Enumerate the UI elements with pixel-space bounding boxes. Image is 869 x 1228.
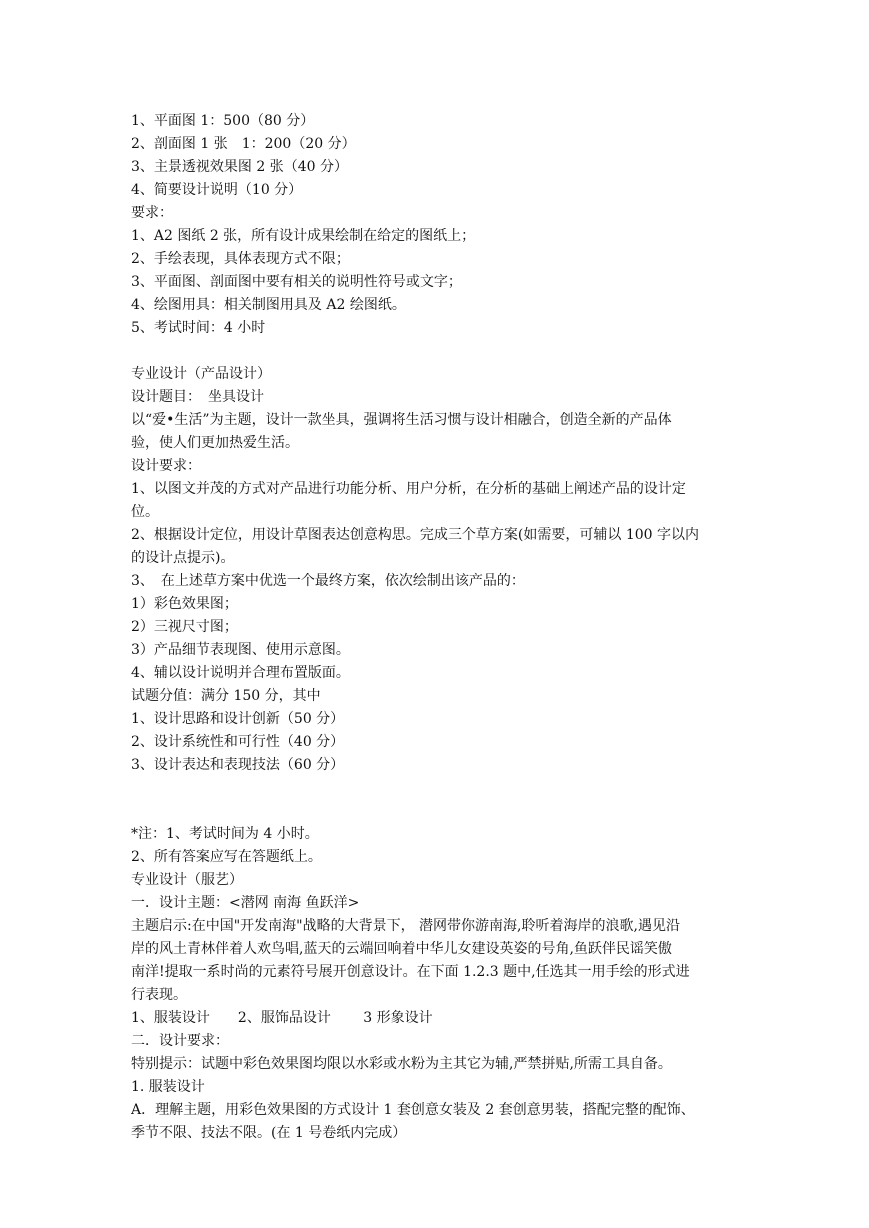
text-line: 试题分值：满分 150 分，其中 [131,688,321,704]
text-line: 1、服装设计 2、服饰品设计 3 形象设计 [131,1010,433,1026]
text-line: 3、平面图、剖面图中要有相关的说明性符号或文字； [131,274,462,290]
text-line: 1）彩色效果图； [131,596,238,612]
section-title: 专业设计（服艺） [131,872,243,888]
text-line: A．理解主题，用彩色效果图的方式设计 1 套创意女装及 2 套创意男装，搭配完整的配饰、 [131,1102,695,1118]
text-line: 季节不限、技法不限。(在 1 号卷纸内完成） [131,1125,407,1141]
text-line: 主题启示:在中国"开发南海"战略的大背景下， 潜网带你游南海,聆听着海岸的浪歌,遇见沿 [131,918,680,934]
text-line: 的设计点提示)。 [131,550,235,566]
text-line: 2）三视尺寸图； [131,619,238,635]
blank-line [131,800,741,823]
text-line: 要求： [131,205,173,221]
text-line: 2、剖面图 1 张 1：200（20 分） [131,136,356,152]
text-line: 1、A2 图纸 2 张，所有设计成果绘制在给定的图纸上； [131,228,476,244]
text-line: 1、以图文并茂的方式对产品进行功能分析、用户分析，在分析的基础上阐述产品的设计定 [131,481,686,497]
text-line: 2、设计系统性和可行性（40 分） [131,734,345,750]
blank-line [131,340,741,363]
blank-line [131,777,741,800]
text-line: 1. 服装设计 [131,1079,205,1095]
text-line: 1、设计思路和设计创新（50 分） [131,711,345,727]
text-line: 3、设计表达和表现技法（60 分） [131,757,345,773]
text-line: 4、简要设计说明（10 分） [131,182,303,198]
document-body [131,110,741,1145]
text-line: 特别提示：试题中彩色效果图均限以水彩或水粉为主其它为辅,严禁拼贴,所需工具自备。 [131,1056,672,1072]
text-line: 4、辅以设计说明并合理布置版面。 [131,665,350,681]
text-line: 2、根据设计定位，用设计草图表达创意构思。完成三个草方案(如需要，可辅以 100 字以内 [131,527,699,543]
text-line: 2、手绘表现，具体表现方式不限； [131,251,350,267]
text-line: 以“爱•生活”为主题，设计一款坐具，强调将生活习惯与设计相融合，创造全新的产品体 [131,412,672,428]
text-line: 设计要求： [131,458,201,474]
text-line: 4、绘图用具：相关制图用具及 A2 绘图纸。 [131,297,406,313]
text-line: 行表现。 [131,987,187,1003]
section-title: 专业设计（产品设计） [131,366,271,382]
text-line: 南洋!提取一系时尚的元素符号展开创意设计。在下面 1.2.3 题中,任选其一用手绘的形式进 [131,964,690,980]
text-line: *注：1、考试时间为 4 小时。 [131,826,319,842]
text-line: 验，使人们更加热爱生活。 [131,435,299,451]
text-line: 2、所有答案应写在答题纸上。 [131,849,322,865]
text-line: 岸的风土青林伴着人欢鸟唱,蓝天的云端回响着中华儿女建设英姿的号角,鱼跃伴民谣笑傲 [131,941,672,957]
text-line: 3、 在上述草方案中优选一个最终方案，依次绘制出该产品的： [131,573,525,589]
text-line: 3、主景透视效果图 2 张（40 分） [131,159,348,175]
text-line: 1、平面图 1：500（80 分） [131,113,315,129]
text-line: 5、考试时间：4 小时 [131,320,266,336]
text-line: 3）产品细节表现图、使用示意图。 [131,642,350,658]
text-line: 一．设计主题：<潜网 南海 鱼跃洋> [131,895,360,911]
text-line: 二．设计要求： [131,1033,229,1049]
text-line: 位。 [131,504,159,520]
text-line: 设计题目： 坐具设计 [131,389,264,405]
